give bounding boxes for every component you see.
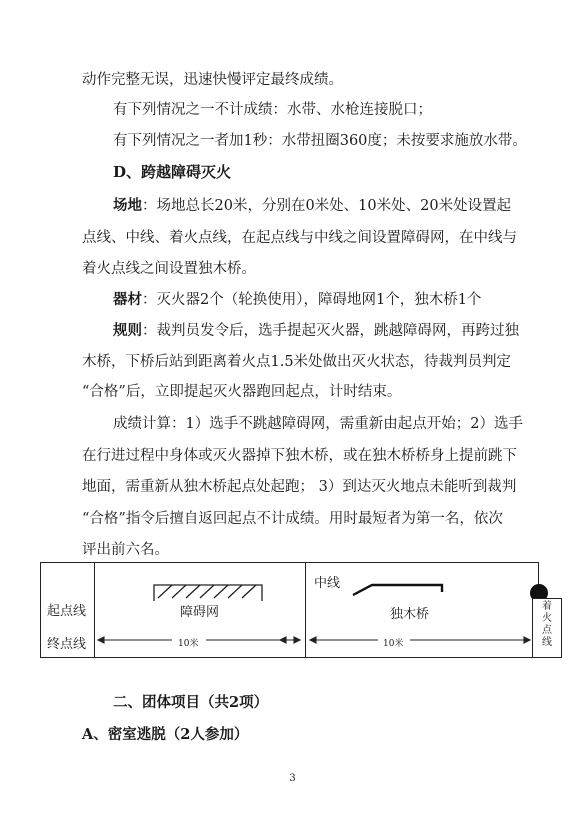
midline-marker bbox=[305, 562, 306, 658]
section-heading-d: D、跨越障碍灭火 bbox=[113, 163, 232, 181]
rules-label: 规则 bbox=[113, 322, 142, 339]
text-line-3: 有下列情况之一者加1秒：水带扭圈360度；未按要求施放水带。 bbox=[113, 133, 527, 149]
obstacle-net-label: 障碍网 bbox=[180, 605, 220, 620]
equipment-text: ：灭火器2个（轮换使用），障碍地网1个，独木桥1个 bbox=[142, 292, 482, 308]
venue-paragraph-line-1 bbox=[113, 196, 511, 216]
bridge-label: 独木桥 bbox=[390, 607, 430, 622]
team-section-heading: 二、团体项目（共2项） bbox=[113, 694, 269, 711]
score-text-1: 成绩计算：1）选手不跳越障碍网，需重新由起点开始；2）选手 bbox=[113, 416, 523, 432]
fire-line-label: 着火点线 bbox=[542, 601, 552, 648]
rules-text-1: ：裁判员发令后，选手提起灭火器，跳越障碍网，再跨过独 bbox=[142, 323, 519, 339]
midline-label: 中线 bbox=[314, 576, 341, 591]
equipment-line bbox=[113, 290, 481, 310]
page-number: 3 bbox=[289, 773, 296, 784]
score-text-3: 地面，需重新从独木桥起点处起跑； 3）到达灭火地点未能听到裁判 bbox=[82, 479, 517, 495]
start-line-label: 起点线 bbox=[47, 604, 87, 619]
venue-text-1: ：场地总长20米，分别在0米处、10米处、20米处设置起 bbox=[142, 198, 512, 214]
end-line-label: 终点线 bbox=[47, 637, 87, 652]
rules-text-2: 木桥，下桥后站到距离着火点1.5米处做出灭火状态，待裁判员判定 bbox=[82, 354, 512, 370]
venue-label: 场地 bbox=[113, 197, 142, 214]
distance-right-label: 10米 bbox=[383, 639, 404, 649]
equipment-label: 器材 bbox=[113, 291, 142, 308]
distance-left-label: 10米 bbox=[178, 639, 199, 649]
rules-line-1 bbox=[113, 321, 519, 341]
text-line-1: 动作完整无误，迅速快慢评定最终成绩。 bbox=[82, 72, 343, 88]
venue-text-3: 着火点线之间设置独木桥。 bbox=[82, 261, 256, 277]
course-diagram bbox=[40, 562, 539, 658]
text-line-2: 有下列情况之一不计成绩：水带、水枪连接脱口； bbox=[113, 102, 432, 118]
rules-text-3: “合格”后，立即提起灭火器跑回起点，计时结束。 bbox=[82, 384, 402, 400]
score-text-2: 在行进过程中身体或灭火器掉下独木桥，或在独木桥桥身上提前跳下 bbox=[82, 448, 517, 464]
start-line-column-divider bbox=[94, 562, 95, 658]
score-text-5: 评出前六名。 bbox=[82, 542, 169, 558]
score-text-4: “合格”指令后擅自返回起点不计成绩。用时最短者为第一名，依次 bbox=[82, 511, 503, 527]
team-item-a-heading: A、密室逃脱（2人参加） bbox=[82, 726, 249, 743]
venue-text-2: 点线、中线、着火点线，在起点线与中线之间设置障碍网，在中线与 bbox=[82, 230, 517, 246]
